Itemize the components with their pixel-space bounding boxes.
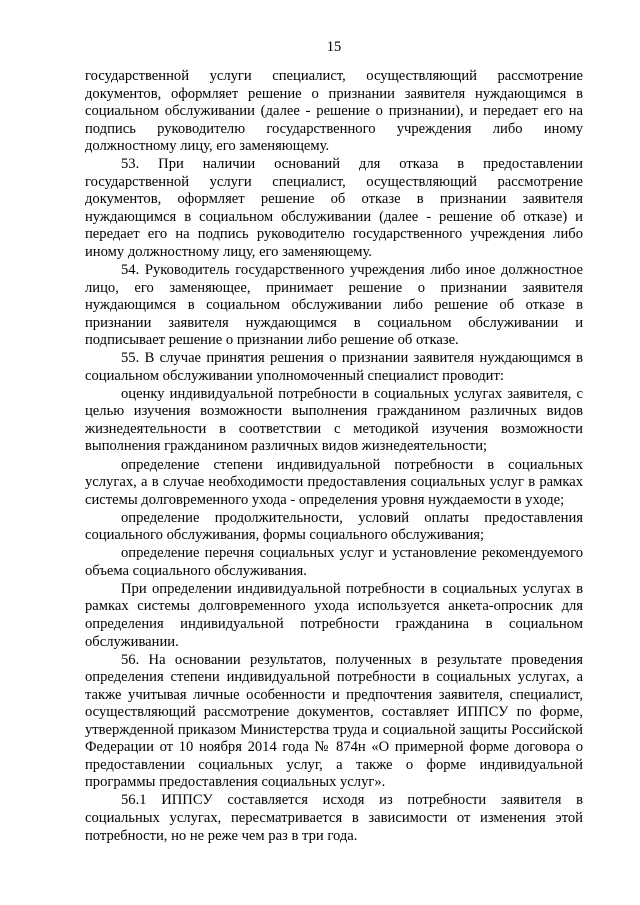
paragraph-continuation: государственной услуги специалист, осуществляющий рассмотрение документов, оформляет решение о признании заявителя нуждающимся в социальном обслуживании (далее - решение о признании), и передает его на подпись руководителю государственного учреждения либо иному должностному лицу, его заменяющему.	[85, 68, 583, 155]
paragraph-56-1: 56.1 ИППСУ составляется исходя из потребности заявителя в социальных услугах, пересматривается в зависимости от изменения этой потребности, но не реже чем раз в три года.	[85, 792, 583, 844]
paragraph-54: 54. Руководитель государственного учреждения либо иное должностное лицо, его заменяющее, принимает решение о признании заявителя нуждающимся в социальном обслуживании либо решение об отказе в признании заявителя нуждающимся в социальном обслуживании и подписывает решение о признании либо решение об отказе.	[85, 262, 583, 349]
paragraph-53: 53. При наличии оснований для отказа в предоставлении государственной услуги специалист, осуществляющий рассмотрение документов, оформляет решение об отказе в признании заявителя нуждающимся в социальном обслуживании (далее - решение об отказе) и передает его на подпись руководителю государственного учреждения либо иному должностному лицу, его заменяющему.	[85, 156, 583, 260]
document-page	[85, 38, 583, 846]
paragraph-questionnaire: При определении индивидуальной потребности в социальных услугах в рамках системы долговременного ухода используется анкета-опросник для определения индивидуальной потребности гражданина в социальном обслуживании.	[85, 580, 583, 650]
paragraph-55: 55. В случае принятия решения о признании заявителя нуждающимся в социальном обслуживании уполномоченный специалист проводит:	[85, 350, 583, 384]
page-number: 15	[326, 39, 342, 55]
paragraph-55-item-services-list: определение перечня социальных услуг и установление рекомендуемого объема социального обслуживания.	[85, 545, 583, 579]
paragraph-55-item-degree: определение степени индивидуальной потребности в социальных услугах, а в случае необходимости предоставления социальных услуг в рамках системы долговременного ухода - определения уровня нуждаемости в уходе;	[85, 456, 583, 508]
paragraph-55-item-assessment: оценку индивидуальной потребности в социальных услугах заявителя, с целью изучения возможности выполнения гражданином различных видов жизнедеятельности в соответствии с методикой изучения возможности выполнения гражданином различных видов жизнедеятельности;	[85, 385, 583, 455]
paragraph-56: 56. На основании результатов, полученных в результате проведения определения степени индивидуальной потребности в социальных услугах, а также учитывая личные особенности и предпочтения заявителя, специалист, осуществляющий рассмотрение документов, составляет ИППСУ по форме, утвержденной приказом Министерства труда и социальной защиты Российской Федерации от 10 ноября 2014 года № 874н «О примерной форме договора о предоставлении социальных услуг, а также о форме индивидуальной программы предоставления социальных услуг».	[85, 651, 583, 791]
paragraph-55-item-duration: определение продолжительности, условий оплаты предоставления социального обслуживания, формы социального обслуживания;	[85, 509, 583, 544]
